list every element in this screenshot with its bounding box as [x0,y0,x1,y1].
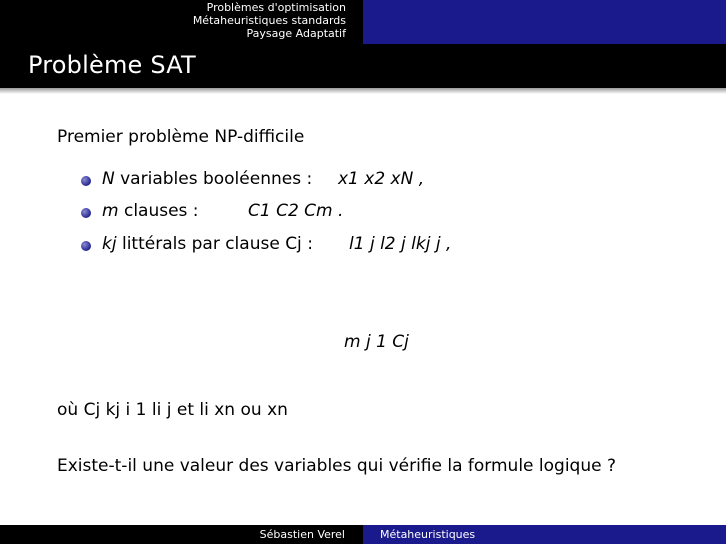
subsection-area [363,0,726,44]
bullet-clauses [102,201,199,221]
bullet-literals-text: littérals par clause Cj : [116,234,313,254]
nav-section-metaheuristiques[interactable]: Métaheuristiques standards [192,14,346,27]
bullet-icon [81,241,91,251]
bullet-icon [81,176,91,186]
slide-title: Problème SAT [28,51,196,79]
footer-bar [0,525,726,544]
bullet-icon [81,208,91,218]
intro-line: Premier problème NP-difficile [57,127,305,147]
footer-title[interactable]: Métaheuristiques [363,525,726,544]
bullet-clauses-text: clauses : [118,201,199,221]
bullet-clauses-formula: C1 C2 Cm . [248,201,344,221]
bullet-literals-var: kj [102,234,117,254]
bullet-variables-text: variables booléennes : [114,169,313,189]
bullet-variables [102,169,312,189]
title-shadow [0,88,726,94]
top-navigation [0,0,726,44]
frame-title-bar [0,44,726,88]
nav-section-optimisation[interactable]: Problèmes d'optimisation [206,1,346,14]
main-formula: m j 1 Cj [344,332,409,352]
question-line: Existe-t-il une valeur des variables qui vérifie la formule logique ? [57,456,617,476]
bullet-variables-formula: x1 x2 xN , [338,169,425,189]
bullet-literals-formula: l1 j l2 j lkj j , [349,234,452,254]
nav-section-paysage[interactable]: Paysage Adaptatif [246,27,346,40]
bullet-literals [102,234,313,254]
footer-author[interactable]: Sébastien Verel [0,525,363,544]
section-list [0,0,363,44]
where-line: où Cj kj i 1 li j et li xn ou xn [57,400,288,420]
bullet-clauses-var: m [102,201,119,221]
bullet-variables-var: N [102,169,115,189]
